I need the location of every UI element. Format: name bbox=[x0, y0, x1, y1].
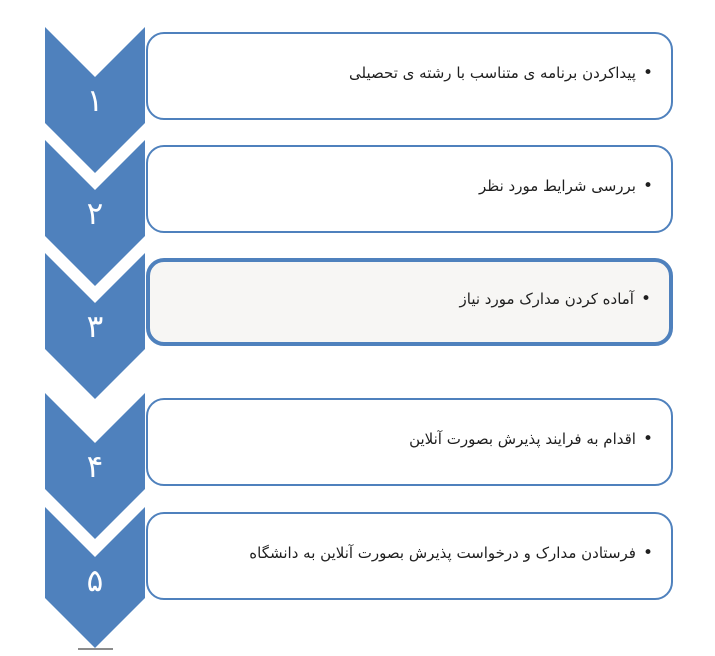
step-5-number: ۵ bbox=[86, 563, 104, 599]
step-3-box bbox=[146, 258, 673, 346]
step-2-label: بررسی شرایط مورد نظر bbox=[479, 176, 636, 195]
step-3-chevron bbox=[45, 253, 145, 399]
step-5-box bbox=[146, 512, 673, 600]
step-2-number: ۲ bbox=[86, 196, 104, 232]
step-4-label: اقدام به فرایند پذیرش بصورت آنلاین bbox=[409, 429, 636, 448]
step-4-number: ۴ bbox=[86, 449, 104, 485]
cropped-edge-line bbox=[78, 648, 113, 650]
step-1-label: پیداکردن برنامه ی متناسب با رشته ی تحصیلی bbox=[349, 63, 636, 82]
step-1-number: ۱ bbox=[86, 83, 104, 119]
step-4-box bbox=[146, 398, 673, 486]
bullet-icon: • bbox=[640, 288, 651, 309]
bullet-icon: • bbox=[642, 175, 653, 196]
step-3-label: آماده کردن مدارک مورد نیاز bbox=[459, 289, 634, 308]
bullet-icon: • bbox=[642, 62, 653, 83]
bullet-icon: • bbox=[642, 428, 653, 449]
step-1-box bbox=[146, 32, 673, 120]
step-5-label: فرستادن مدارک و درخواست پذیرش بصورت آنلاین به دانشگاه bbox=[249, 543, 636, 562]
bullet-icon: • bbox=[642, 542, 653, 563]
step-2-box bbox=[146, 145, 673, 233]
step-5-chevron bbox=[45, 507, 145, 648]
step-3-number: ۳ bbox=[86, 309, 104, 345]
